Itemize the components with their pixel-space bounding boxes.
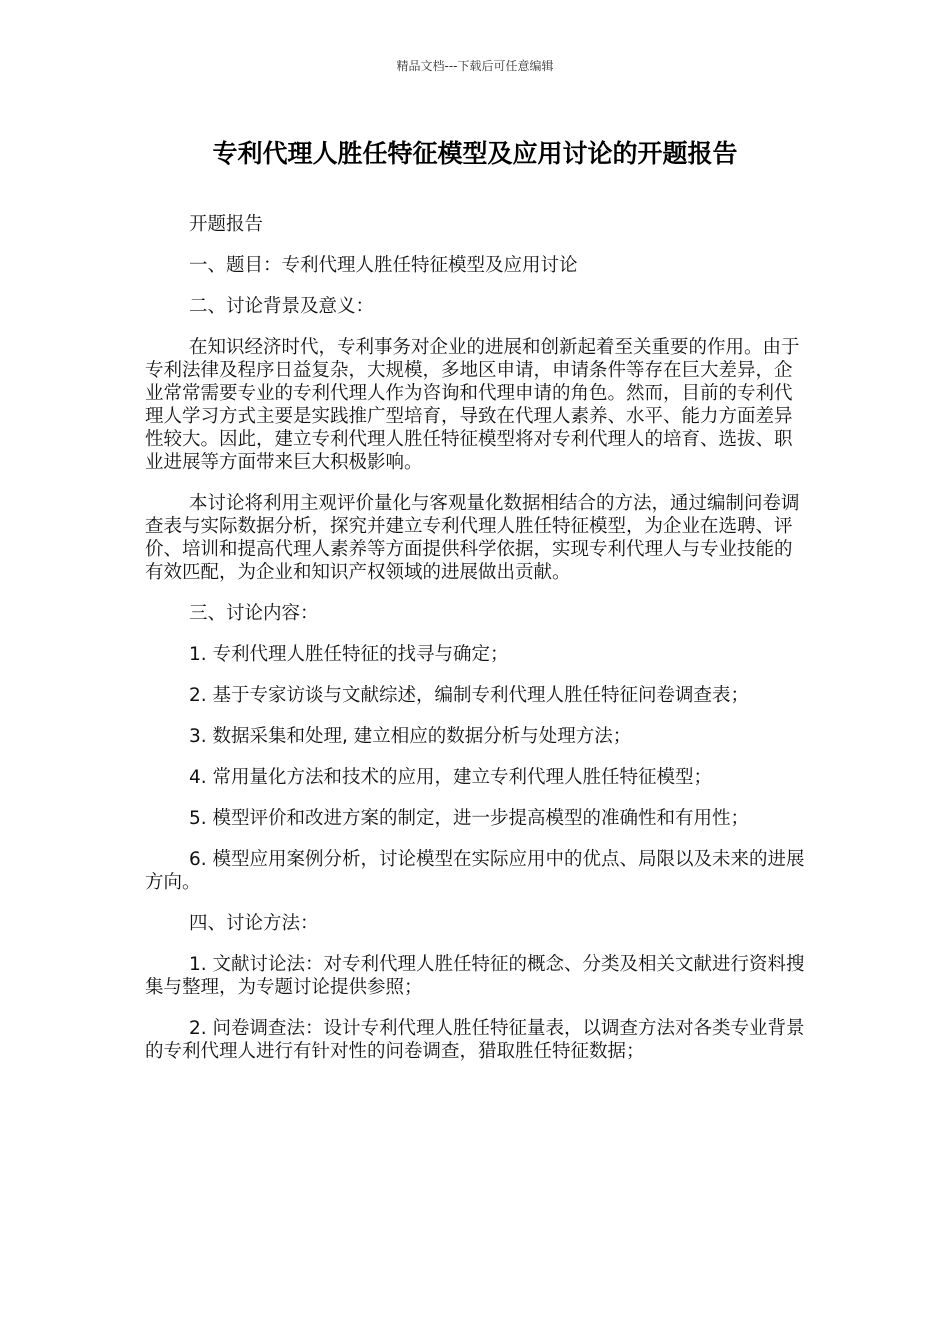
paragraph-background: 在知识经济时代，专利事务对企业的进展和创新起着至关重要的作用。由于专利法律及程序日益复杂，大规模，多地区申请，申请条件等存在巨大差异，企业常常需要专业的专利代理人作为咨询和代理申请的角色。然而，目前的专利代理人学习方式主要是实践推广型培育，导致在代理人素养、水平、能力方面差异性较大。因此，建立专利代理人胜任特征模型将对专利代理人的培育、选拔、职业进展等方面带来巨大积极影响。 bbox=[145, 337, 800, 473]
method-item-2: 2. 问卷调查法：设计专利代理人胜任特征量表，以调查方法对各类专业背景的专利代理人进行有针对性的问卷调查，猎取胜任特征数据； bbox=[145, 1018, 805, 1062]
document-body bbox=[145, 213, 810, 1081]
paragraph-report-label: 开题报告 bbox=[189, 214, 264, 235]
content-item-6: 6. 模型应用案例分析，讨论模型在实际应用中的优点、局限以及未来的进展方向。 bbox=[145, 849, 805, 893]
content-item-1: 1. 专利代理人胜任特征的找寻与确定； bbox=[189, 644, 509, 665]
header-note: 精品文档---下载后可任意编辑 bbox=[396, 59, 554, 73]
document-title: 专利代理人胜任特征模型及应用讨论的开题报告 bbox=[212, 139, 738, 168]
content-item-2: 2. 基于专家访谈与文献综述，编制专利代理人胜任特征问卷调查表； bbox=[189, 685, 750, 706]
content-item-5: 5. 模型评价和改进方案的制定，进一步提高模型的准确性和有用性； bbox=[189, 808, 750, 829]
paragraph-purpose: 本讨论将利用主观评价量化与客观量化数据相结合的方法，通过编制问卷调查表与实际数据分析，探究并建立专利代理人胜任特征模型，为企业在选聘、评价、培训和提高代理人素养等方面提供科学依据，实现专利代理人与专业技能的有效匹配，为企业和知识产权领域的进展做出贡献。 bbox=[145, 493, 800, 583]
section-heading-methods: 四、讨论方法： bbox=[189, 913, 319, 934]
content-item-3: 3. 数据采集和处理, 建立相应的数据分析与处理方法； bbox=[189, 726, 632, 747]
paragraph-topic: 一、题目：专利代理人胜任特征模型及应用讨论 bbox=[189, 255, 578, 276]
content-item-4: 4. 常用量化方法和技术的应用，建立专利代理人胜任特征模型； bbox=[189, 767, 713, 788]
section-heading-background: 二、讨论背景及意义： bbox=[189, 296, 375, 317]
method-item-1: 1. 文献讨论法：对专利代理人胜任特征的概念、分类及相关文献进行资料搜集与整理，为专题讨论提供参照； bbox=[145, 954, 805, 998]
section-heading-content: 三、讨论内容： bbox=[189, 603, 319, 624]
